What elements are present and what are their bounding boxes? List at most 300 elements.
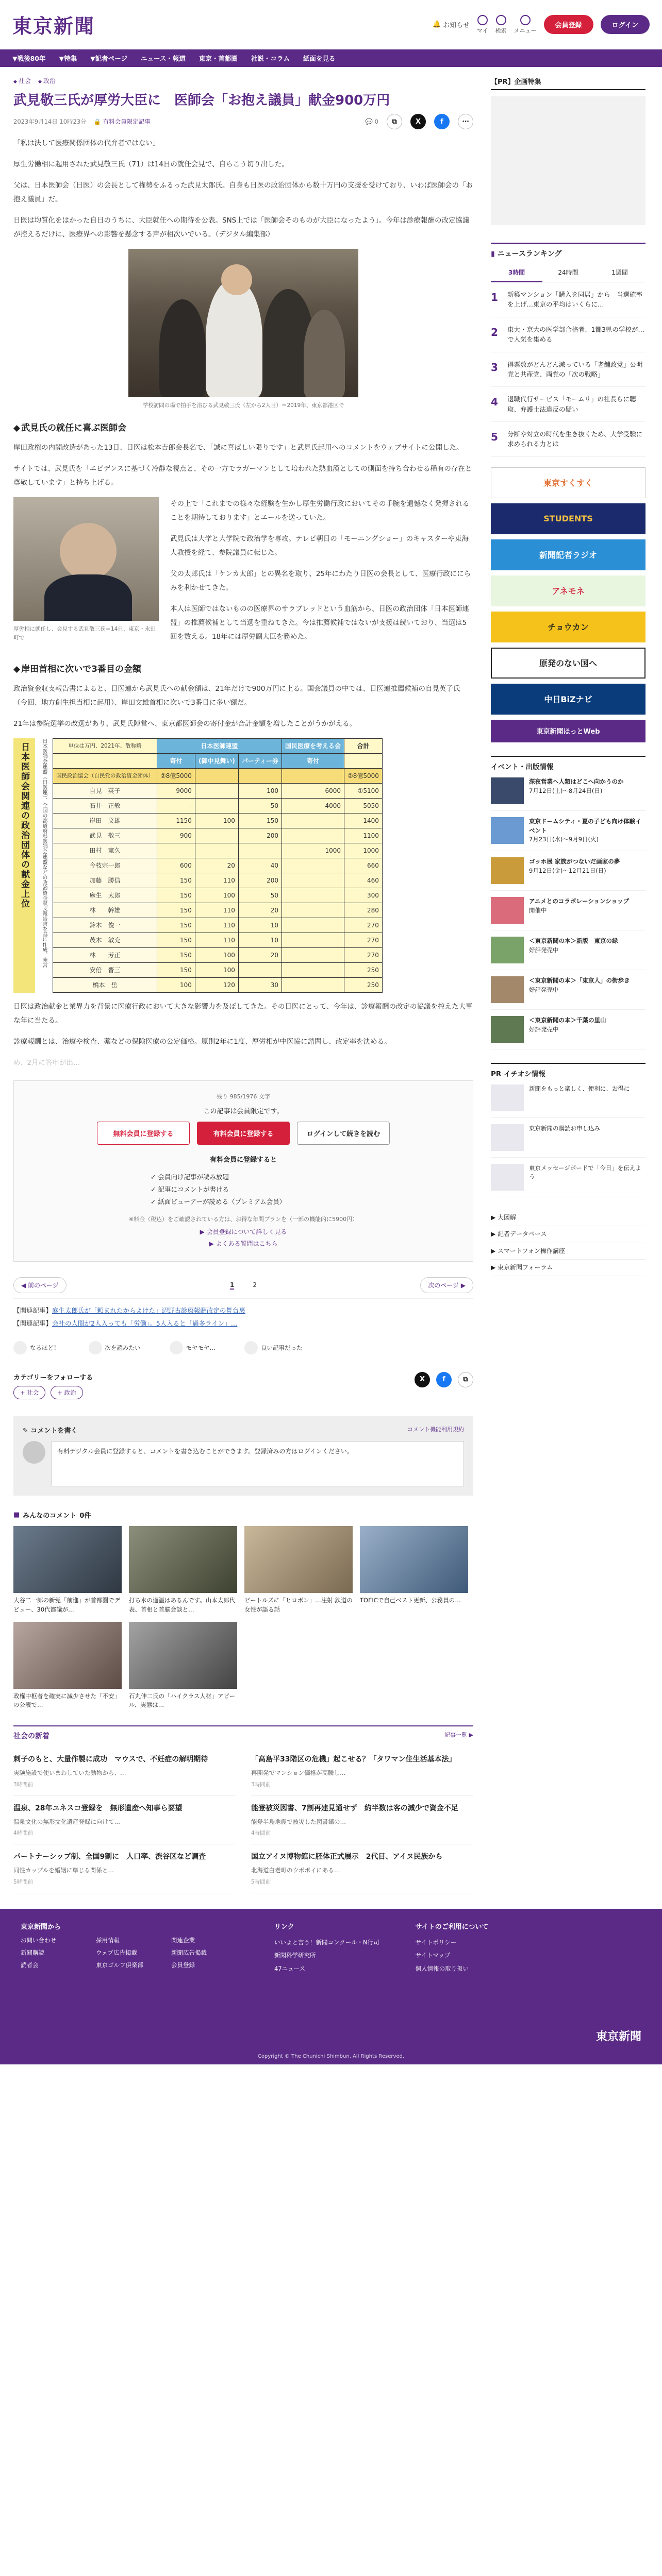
facebook-share-icon[interactable]: f: [436, 1372, 452, 1387]
table-cell: 900: [157, 828, 195, 843]
thumbnail-image: [129, 1526, 237, 1593]
footer-link[interactable]: 読者会: [21, 1961, 39, 1969]
benefits-list: [151, 1171, 336, 1208]
news-item[interactable]: 「高島平33階区の危機」起こせる？「タワマン住生活基本法」 再開発でマンション価格が高騰し… 3時間前: [251, 1747, 473, 1796]
x-share-icon[interactable]: X: [415, 1372, 430, 1387]
side-link[interactable]: ▶ 記者データベース: [491, 1226, 646, 1243]
paid-register-button[interactable]: 有料会員に登録する: [197, 1122, 290, 1145]
recommended-card[interactable]: ビートルズに「ヒロポン」…注射 鉄道の女性が語る話: [244, 1526, 353, 1615]
search-button[interactable]: 検索: [495, 15, 507, 35]
events-heading: イベント・出版情報: [491, 756, 646, 771]
donation-figure: [13, 738, 473, 993]
col-group-header: 国民医療を考える会: [282, 739, 344, 754]
footer-link[interactable]: 新聞購読: [21, 1948, 44, 1956]
membership-info-link[interactable]: ▶ 会員登録について詳しく見る: [200, 1228, 287, 1236]
paywall-buttons: [35, 1122, 452, 1145]
table-row: [53, 888, 383, 903]
free-register-button[interactable]: 無料会員に登録する: [97, 1122, 190, 1145]
banner[interactable]: 東京すくすく: [491, 467, 646, 498]
col-header: 寄付: [282, 754, 344, 769]
tab-1w[interactable]: 1週間: [594, 264, 646, 282]
event-item[interactable]: 東京ドームシティ・夏の子ども向け体験イベント 7月23日(水)〜9月9日(火): [491, 811, 646, 851]
table-cell: [282, 888, 344, 903]
footer-link[interactable]: いいよと言う！新聞コンクール・N行司: [274, 1938, 379, 1946]
footer-links: [274, 1936, 379, 1975]
table-cell: 270: [344, 918, 382, 933]
chart-icon: ▮: [491, 250, 495, 258]
event-thumbnail: [491, 1016, 524, 1043]
table-cell: [282, 828, 344, 843]
reaction-button[interactable]: なるほど！: [13, 1341, 60, 1354]
table-cell: 茂木 敏充: [53, 933, 157, 948]
table-cell: [282, 918, 344, 933]
tab-24h[interactable]: 24時間: [542, 264, 594, 282]
comment-count[interactable]: 💬 0: [365, 118, 378, 126]
related-articles: [13, 1304, 473, 1330]
table-row: [53, 978, 383, 993]
reaction-button[interactable]: モヤモヤ…: [170, 1341, 216, 1354]
table-cell: 150: [157, 948, 195, 963]
table-cell: 50: [238, 799, 282, 814]
table-cell: 150: [157, 963, 195, 978]
table-cell: 10: [238, 918, 282, 933]
nav-item[interactable]: 紙面を見る: [303, 55, 336, 62]
recommended-grid: [13, 1526, 473, 1710]
share-bar: [366, 114, 473, 129]
category-link[interactable]: ◆ 社会: [13, 76, 31, 85]
table-row: [53, 948, 383, 963]
thumbnail-image: [13, 1526, 122, 1593]
nav-item[interactable]: ▼特集: [59, 55, 77, 62]
table-cell: 9000: [157, 784, 195, 799]
banner[interactable]: アネモネ: [491, 575, 646, 606]
photo-caption: 厚労相に就任し、会見する武見敬三氏＝14日、東京・永田町で: [13, 626, 156, 641]
table-cell: 安倍 晋三: [53, 963, 157, 978]
footer-link[interactable]: 会員登録: [171, 1961, 195, 1969]
table-cell: [195, 799, 238, 814]
footer-link[interactable]: サイトマップ: [415, 1952, 451, 1959]
table-cell: [282, 903, 344, 918]
table-cell: 460: [344, 873, 382, 888]
news-item[interactable]: パートナーシップ制、全国9割に 人口率、渋谷区など調査 同性カップルを婚姻に準じる関係と… 5時間前: [13, 1844, 236, 1893]
table-row: [53, 918, 383, 933]
pr-thumbnail: [491, 1164, 524, 1191]
table-cell: 10: [238, 933, 282, 948]
table-cell: [195, 769, 238, 784]
footer-link[interactable]: サイトポリシー: [415, 1938, 457, 1946]
banner[interactable]: 新聞記者ラジオ: [491, 539, 646, 570]
footer-link[interactable]: 採用情報: [96, 1936, 120, 1944]
event-item[interactable]: アニメとのコラボレーションショップ 開催中: [491, 891, 646, 930]
table-cell: 300: [344, 888, 382, 903]
table-cell: [282, 769, 344, 784]
table-cell: 120: [195, 978, 238, 993]
side-link[interactable]: ▶ スマートフォン操作講座: [491, 1243, 646, 1260]
category-link[interactable]: ◆ 政治: [38, 76, 56, 85]
ranking-item[interactable]: 1 新築マンション「購入を同居」から 当選確率を上げ…東京の平均はいくらに…: [491, 282, 646, 317]
comments-icon: ■: [13, 1511, 20, 1519]
table-cell: 岸田 文雄: [53, 814, 157, 828]
banner[interactable]: 東京新聞ほっとWeb: [491, 720, 646, 742]
follow-block: [13, 1360, 93, 1399]
col-header: 寄付: [157, 754, 195, 769]
comment-header: [23, 1425, 464, 1435]
search-icon: [496, 15, 506, 25]
table-cell: 150: [157, 888, 195, 903]
more-link[interactable]: 記事一覧 ▶: [444, 1732, 473, 1739]
table-cell: 110: [195, 918, 238, 933]
paragraph: その上で「これまでの様々な経験を生かし厚生労働行政においてその手腕を遺憾なく発揮されることを期待しております」とエールを送っていた。: [170, 500, 470, 522]
side-photo: [13, 497, 159, 651]
reaction-button[interactable]: 良い記事だった: [244, 1341, 303, 1354]
table-cell: [157, 843, 195, 858]
ranking-tabs: [491, 264, 646, 282]
footer-logo[interactable]: 東京新聞: [595, 2029, 641, 2043]
recommended-card[interactable]: 大谷二一郎の新党「前進」が首都圏でデビュー、30代都議が…: [13, 1526, 122, 1615]
faded-paragraph: め、2月に答申が出…: [13, 1059, 80, 1067]
footer-col: サイトのご利用について サイトポリシー サイトマップ 個人情報の取り扱い: [416, 1921, 489, 1975]
table-cell: 1000: [282, 843, 344, 858]
ad-slot[interactable]: [491, 96, 646, 225]
related-link[interactable]: 麻生太郎氏が「頼まれたからよけた」辺野古診療報酬改定の舞台裏: [52, 1307, 246, 1315]
event-item[interactable]: ＜東京新聞の本＞千葉の里山 好評発売中: [491, 1010, 646, 1049]
global-nav: [0, 49, 662, 67]
table-cell: 橋本 岳: [53, 978, 157, 993]
mypage-button[interactable]: マイ: [477, 15, 488, 35]
news-list: [13, 1747, 473, 1893]
news-item[interactable]: 能登被災図書、7割再建見通せず 約半数は客の減少で資金不足 能登半島地震で被災した図書館の… 4時間前: [251, 1796, 473, 1845]
remaining-chars: 残り 985/1976 文字: [217, 1093, 270, 1100]
nav-item[interactable]: ▼戦後80年: [12, 55, 46, 62]
footer-col: リンク いいよと言う！新聞コンクール・N行司 新聞科学研究所 47ニュース: [274, 1921, 379, 1975]
next-page-button[interactable]: 次のページ ▶: [420, 1277, 473, 1293]
table-cell: 田村 憲久: [53, 843, 157, 858]
table-cell: [238, 769, 282, 784]
table-cell: [282, 948, 344, 963]
table-row: [53, 963, 383, 978]
table-cell: 50: [238, 888, 282, 903]
event-item[interactable]: 深夜営業へ人類はどこへ向かうのか 7月12日(土)〜8月24日(日): [491, 771, 646, 811]
comment-terms-link[interactable]: コメント機能利用規約: [407, 1426, 464, 1433]
follow-tag[interactable]: + 社会: [13, 1386, 45, 1399]
table-cell: 150: [157, 933, 195, 948]
table-row: [53, 873, 383, 888]
event-thumbnail: [491, 976, 524, 1003]
table-cell: 林 芳正: [53, 948, 157, 963]
article-photo: [128, 249, 358, 397]
page-body: [0, 67, 662, 1893]
table-cell: -: [157, 799, 195, 814]
event-thumbnail: [491, 897, 524, 924]
table-cell: 5050: [344, 799, 382, 814]
portrait-image: [13, 497, 159, 621]
table-cell: [195, 784, 238, 799]
footer-link[interactable]: ウェブ広告掲載: [96, 1948, 138, 1956]
table-cell: 鈴木 俊一: [53, 918, 157, 933]
header-actions: [433, 15, 650, 35]
table-cell: 国民政治協会（自民党の政治資金団体）: [53, 769, 157, 784]
table-row: [53, 799, 383, 814]
page-number[interactable]: 2: [253, 1281, 257, 1289]
menu-icon: [520, 15, 531, 25]
page-number[interactable]: 1: [230, 1281, 235, 1289]
pr-heading: 【PR】企画特集: [491, 76, 646, 90]
paywall: [13, 1080, 473, 1262]
table-row: [53, 814, 383, 828]
paragraph: 父は、日本医師会（日医）の会長として権勢をふるった武見太郎氏。自身も日医の政治団体から数十万円の支援を受けており、いわば医師会の「お抱え議員」だ。: [13, 181, 473, 204]
col-header: (御中見舞い): [195, 754, 238, 769]
table-cell: 110: [195, 903, 238, 918]
paid-badge: 🔒 有料会員限定記事: [93, 118, 151, 126]
login-continue-button[interactable]: ログインして続きを読む: [297, 1122, 390, 1145]
table-cell: ②8億5000: [344, 769, 382, 784]
menu-button[interactable]: メニュー: [514, 15, 537, 35]
col-group-header: 日本医師連盟: [157, 739, 282, 754]
tab-3h[interactable]: 3時間: [491, 264, 542, 282]
avatar: [23, 1441, 45, 1464]
paragraph: 診療報酬とは、治療や検査、薬などの保険医療の公定価格。原則2年に1度、厚労相が中医協に諮問し、改定率を決める。: [13, 1038, 391, 1046]
table-cell: 自見 英子: [53, 784, 157, 799]
table-cell: [282, 978, 344, 993]
table-cell: 20: [238, 948, 282, 963]
main-column: [13, 76, 473, 1893]
table-cell: 1400: [344, 814, 382, 828]
table-row: [53, 828, 383, 843]
paywall-heading: この記事は会員限定です。: [203, 1108, 284, 1116]
site-header: [0, 0, 662, 49]
paragraph: 武見氏は大学と大学院で政治学を専攻。テレビ朝日の「モーニングショー」のキャスターや東海大教授を経て、参院議員に転じた。: [170, 535, 469, 557]
section-heading: ◆ 岸田首相に次いで3番目の金額: [13, 660, 473, 678]
table-cell: 林 幹雄: [53, 903, 157, 918]
follow-tag[interactable]: + 政治: [51, 1386, 82, 1399]
photo-text-block: [13, 497, 473, 651]
table-cell: 150: [157, 873, 195, 888]
sidebar: [491, 76, 646, 1893]
nav-item[interactable]: 社説・コラム: [251, 55, 290, 62]
thumbnail-image: [129, 1622, 237, 1689]
paragraph: 岸田政権の内閣改造があった13日、日医は松本吉郎会長名で、「誠に喜ばしい限りです」と武見氏起用へのコメントをウェブサイトに公開した。: [13, 444, 464, 452]
table-body: [53, 769, 383, 993]
paragraph: 日医は均質化をはかった自日のうちに、大臣就任への期待を公表。SNS上では「医師会そのものが大臣になったよう」。今年は診療報酬の改定協議が控えるだけに、医療界への影響を懸念する声が相次いでいる。（デジタル編集部）: [13, 216, 470, 239]
table-cell: 110: [195, 933, 238, 948]
paragraph: 「私は決して医療関係団体の代弁者ではない」: [13, 139, 160, 148]
facebook-share-icon[interactable]: f: [434, 114, 450, 129]
table-cell: 100: [195, 888, 238, 903]
benefits-heading: 有料会員に登録すると: [209, 1156, 277, 1164]
table-cell: 今枝宗一郎: [53, 858, 157, 873]
table-cell: 1150: [157, 814, 195, 828]
nav-item[interactable]: ニュース・報道: [141, 55, 186, 62]
site-logo[interactable]: 東京新聞: [12, 14, 95, 38]
banner-list: [491, 467, 646, 742]
ranking-item[interactable]: 2 東大・京大の医学部合格者、1都3県の学校が…で人気を集める: [491, 317, 646, 352]
table-cell: 加藤 勝信: [53, 873, 157, 888]
table-row: [53, 933, 383, 948]
banner[interactable]: STUDENTS: [491, 503, 646, 534]
login-button[interactable]: ログイン: [601, 15, 650, 34]
table-cell: [282, 814, 344, 828]
all-comments-heading: ■ みんなのコメント 0件: [13, 1511, 91, 1520]
page-numbers: [230, 1281, 257, 1290]
comment-title: ✎ コメントを書く: [23, 1427, 78, 1435]
book-icon: [89, 1341, 102, 1354]
table-cell: 100: [238, 784, 282, 799]
table-row: [53, 769, 383, 784]
bell-icon: 🔔: [433, 21, 441, 28]
col-group-header: 合計: [344, 739, 382, 754]
pr-thumbnail: [491, 1124, 524, 1151]
thumbnail-image: [13, 1622, 122, 1689]
table-cell: 100: [195, 963, 238, 978]
article-title: 武見敬三氏が厚労大臣に 医師会「お抱え議員」献金900万円: [13, 93, 390, 108]
table-cell: 600: [157, 858, 195, 873]
banner[interactable]: 中日BiZナビ: [491, 684, 646, 715]
event-thumbnail: [491, 937, 524, 963]
event-item[interactable]: ＜東京新聞の本＞「東京人」の街歩き 好評発売中: [491, 970, 646, 1010]
share-bar-bottom: [415, 1372, 473, 1387]
benefit-item: ✓ 紙面ビューアーが読める（プレミアム会員）: [151, 1197, 286, 1206]
table-cell: [238, 963, 282, 978]
section-header-society: 社会の新着 記事一覧 ▶: [13, 1725, 473, 1741]
pr-item[interactable]: 東京メッセージボードで「今日」を伝えよう: [491, 1158, 646, 1197]
footer-link[interactable]: 47ニュース: [274, 1964, 306, 1972]
table-cell: 150: [157, 903, 195, 918]
table-cell: [238, 843, 282, 858]
follow-tags: [13, 1386, 93, 1399]
ranking-item[interactable]: 5 分断や対立の時代を生き抜くため、大学受験に求められる力とは: [491, 422, 646, 457]
table-cell: 100: [157, 978, 195, 993]
related-item: 【関連記事】会社の人間が2人入っても「労働」。5人入ると「過多ライン」…: [13, 1319, 238, 1328]
article-body: [13, 137, 473, 1070]
table-cell: ①5100: [344, 784, 382, 799]
reaction-bar: [13, 1341, 473, 1354]
banner[interactable]: 原発のない国へ: [491, 648, 646, 679]
reaction-button[interactable]: 次を読みたい: [89, 1341, 141, 1354]
related-link[interactable]: 会社の人間が2人入っても「労働」。5人入ると「過多ライン」…: [52, 1319, 238, 1328]
comment-input-row: [23, 1441, 464, 1486]
news-item[interactable]: 刺子のもと、大量作製に成功 マウスで、不妊症の解明期待 実験施設で使いまわしていた動物から、… 3時間前: [13, 1747, 236, 1796]
register-button[interactable]: 会員登録: [544, 15, 593, 34]
table-row: [53, 843, 383, 858]
col-header: パーティー券: [238, 754, 282, 769]
prev-page-button[interactable]: ◀ 前のページ: [13, 1277, 67, 1293]
recommended-card[interactable]: 政権中枢者を確実に減少させた「不安」の公表で…: [13, 1622, 122, 1710]
footer-link[interactable]: 関連企業: [171, 1936, 195, 1944]
breadcrumb: [13, 76, 473, 85]
related-item: 【関連記事】麻生太郎氏が「頼まれたからよけた」辺野古診療報酬改定の舞台裏: [13, 1307, 246, 1315]
footer-link[interactable]: 東京ゴルフ倶楽部: [96, 1961, 143, 1969]
table-cell: 1100: [344, 828, 382, 843]
table-cell: 100: [195, 948, 238, 963]
paragraph: サイトでは、武見氏を「エビデンスに基づく冷静な視点と、その一方でラガーマンとして培われた熱血漢としての側面を持ち合わせる稀有の存在と尊敬しています」と持ち上げる。: [13, 465, 472, 487]
footer-link[interactable]: 個人情報の取り扱い: [415, 1964, 469, 1972]
table-cell: 270: [344, 948, 382, 963]
table-row: [53, 858, 383, 873]
paragraph: 本人は医師ではないものの医療界のサラブレッドという血筋から、日医の政治団体「日本医師連盟」の推薦候補として当選を重ねてきた。今は推薦候補ではないが支援は続いており、当選は5回を数える。18年には厚労副大臣を務めた。: [170, 605, 469, 641]
comment-form: [13, 1416, 473, 1496]
table-cell: 武見 敬三: [53, 828, 157, 843]
table-cell: 660: [344, 858, 382, 873]
event-thumbnail: [491, 857, 524, 884]
table-cell: 270: [344, 933, 382, 948]
table-cell: 200: [238, 828, 282, 843]
news-item[interactable]: 温泉、28年ユネスコ登録を 無形遺産へ知事ら要望 温泉文化の無形文化遺産登録に向けて… 4時間前: [13, 1796, 236, 1845]
table-cell: 100: [195, 814, 238, 828]
link-copy-icon[interactable]: ⧉: [387, 114, 402, 129]
nav-item[interactable]: ▼記者ページ: [90, 55, 128, 62]
table-cell: 6000: [282, 784, 344, 799]
figure-note: 日本医師会連盟（日医連）、全国の都道府県医師会連盟などの政治資金収支報告書を基に作成。陣営: [41, 738, 47, 968]
benefit-item: ✓ 会員向け記事が読み放題: [151, 1173, 229, 1181]
section-heading: ◆ 武見氏の就任に喜ぶ医師会: [13, 419, 473, 437]
footer-columns: [21, 1921, 641, 1975]
recommended-card[interactable]: 打ち水の適温はあるんです。山本太郎代表、首相と首脳会談と…: [129, 1526, 237, 1615]
ranking-item[interactable]: 4 退職代行サービス「モームリ」の社長らに聴取、弁護士法違反の疑い: [491, 387, 646, 422]
table-cell: [195, 843, 238, 858]
table-cell: ②8億5000: [157, 769, 195, 784]
footer-link[interactable]: お問い合わせ: [21, 1936, 56, 1944]
more-share-icon[interactable]: ⋯: [458, 114, 473, 129]
faq-link[interactable]: ▶ よくある質問はこちら: [209, 1240, 278, 1248]
notification-button[interactable]: 🔔 お知らせ: [433, 21, 470, 29]
pagination: [13, 1272, 473, 1299]
table-cell: [282, 873, 344, 888]
figure-title: 日本医師会関連の政治団体の献金上位: [13, 738, 35, 993]
copyright: Copyright © The Chunichi Shimbun, All Rights Reserved.: [257, 2053, 405, 2059]
side-link[interactable]: ▶ 大図解: [491, 1210, 646, 1226]
follow-row: [13, 1360, 473, 1399]
table-cell: [282, 858, 344, 873]
paragraph: 政治資金収支報告書によると、日医連から武見氏への献金額は、21年だけで900万円に上る。国会議員の中では、日医連推薦候補の自見英子氏（今回、地方創生担当相に起用）、岸田文雄首相に次いで3番目に多い額だ。: [13, 685, 460, 707]
comment-textarea[interactable]: 有料デジタル会員に登録すると、コメントを書き込むことができます。登録済みの方はログインください。: [52, 1441, 464, 1486]
article-meta: [13, 114, 473, 129]
news-item[interactable]: 国立アイヌ博物館に胚体正式展示 2代目、アイヌ民族から 北海道白老町のウポポイにある… 5時間前: [251, 1844, 473, 1893]
recommended-card[interactable]: 石丸伸二氏の「ハイクラス人材」アピール、実態は…: [129, 1622, 237, 1710]
footer-links: [21, 1936, 238, 1969]
ranking-item[interactable]: 3 得票数がどんどん減っている「老舗政党」公明党と共産党、両党の「次の戦略」: [491, 352, 646, 387]
table-cell: 20: [238, 903, 282, 918]
footer-col: 東京新聞から お問い合わせ 採用情報 関連企業 新聞購読 ウェブ広告掲載 新聞広告掲載 読者会 東京ゴルフ倶楽部 会員登録: [21, 1921, 238, 1975]
paywall-links: [35, 1226, 452, 1250]
event-thumbnail: [491, 777, 524, 804]
pr-item[interactable]: 新聞をもっと楽しく、便利に、お得に: [491, 1078, 646, 1118]
table-cell: 20: [195, 858, 238, 873]
x-share-icon[interactable]: X: [410, 114, 426, 129]
pr-thumbnail: [491, 1084, 524, 1111]
nav-item[interactable]: 東京・首都圏: [198, 55, 238, 62]
event-item[interactable]: ＜東京新聞の本＞新版 東京の緑 好評発売中: [491, 930, 646, 970]
link-copy-icon[interactable]: ⧉: [458, 1372, 473, 1387]
cloud-icon: [170, 1341, 183, 1354]
thumbnail-image: [244, 1526, 353, 1593]
pr-item[interactable]: 東京新聞の購読お申し込み: [491, 1118, 646, 1158]
table-cell: [282, 933, 344, 948]
ranking-heading: ▮ ニュースランキング: [491, 243, 646, 259]
footer-links: [416, 1936, 489, 1975]
footer-link[interactable]: 新聞科学研究所: [274, 1952, 316, 1959]
banner[interactable]: チョウカン: [491, 612, 646, 642]
table-cell: [282, 963, 344, 978]
footer-link[interactable]: 新聞広告掲載: [171, 1948, 207, 1956]
side-text: [170, 497, 473, 651]
event-item[interactable]: ゴッホ展 家族がつないだ画家の夢 9月12日(金)〜12月21日(日): [491, 851, 646, 891]
unit-label: 単位は万円、2021年、敬称略: [53, 739, 157, 754]
table-cell: 4000: [282, 799, 344, 814]
table-cell: 150: [157, 918, 195, 933]
event-thumbnail: [491, 817, 524, 844]
recommended-card[interactable]: TOEICで自己ベスト更新、公務員の…: [360, 1526, 468, 1615]
side-link[interactable]: ▶ 東京新聞フォーラム: [491, 1260, 646, 1276]
